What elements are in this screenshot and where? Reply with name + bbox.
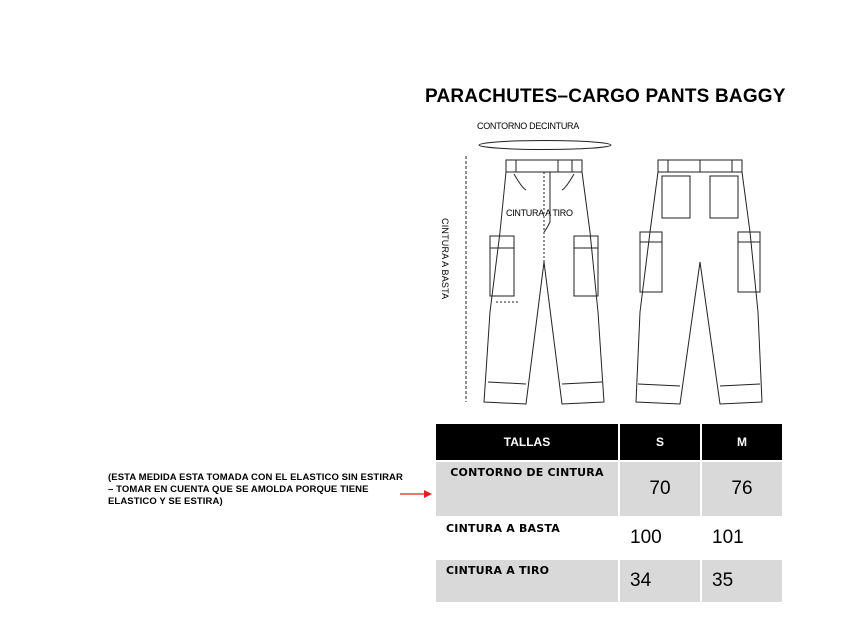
header-size-m: M: [702, 424, 782, 460]
row-label-contorno: CONTORNO DE CINTURA: [436, 462, 618, 516]
cargo-pants-technical-drawing: [440, 112, 790, 412]
label-cintura-basta: CINTURA A BASTA: [440, 218, 450, 300]
label-cintura-tiro: CINTURA A TIRO: [506, 208, 573, 218]
table-header-row: [436, 424, 782, 460]
header-size-s: S: [620, 424, 700, 460]
pants-front-view: [484, 160, 604, 404]
value-basta-s: 100: [620, 518, 700, 558]
value-contorno-m: 76: [702, 462, 782, 516]
page-title: PARACHUTES–CARGO PANTS BAGGY: [425, 86, 786, 107]
red-arrow-icon: [398, 488, 434, 500]
size-table: [434, 422, 784, 604]
table-row: [436, 518, 782, 558]
value-tiro-m: 35: [702, 560, 782, 602]
elastic-note: (ESTA MEDIDA ESTA TOMADA CON EL ELASTICO SIN ESTIRAR – TOMAR EN CUENTA QUE SE AMOLDA PORQUE TIENE ELASTICO Y SE ESTIRA): [108, 472, 403, 507]
row-label-basta: CINTURA A BASTA: [436, 518, 618, 558]
value-contorno-s: 70: [620, 462, 700, 516]
pants-back-view: [636, 160, 762, 404]
value-tiro-s: 34: [620, 560, 700, 602]
table-row: [436, 560, 782, 602]
label-contorno-cintura: CONTORNO DECINTURA: [477, 121, 579, 131]
value-basta-m: 101: [702, 518, 782, 558]
table-row: [436, 462, 782, 516]
header-tallas: TALLAS: [436, 424, 618, 460]
row-label-tiro: CINTURA A TIRO: [436, 560, 618, 602]
